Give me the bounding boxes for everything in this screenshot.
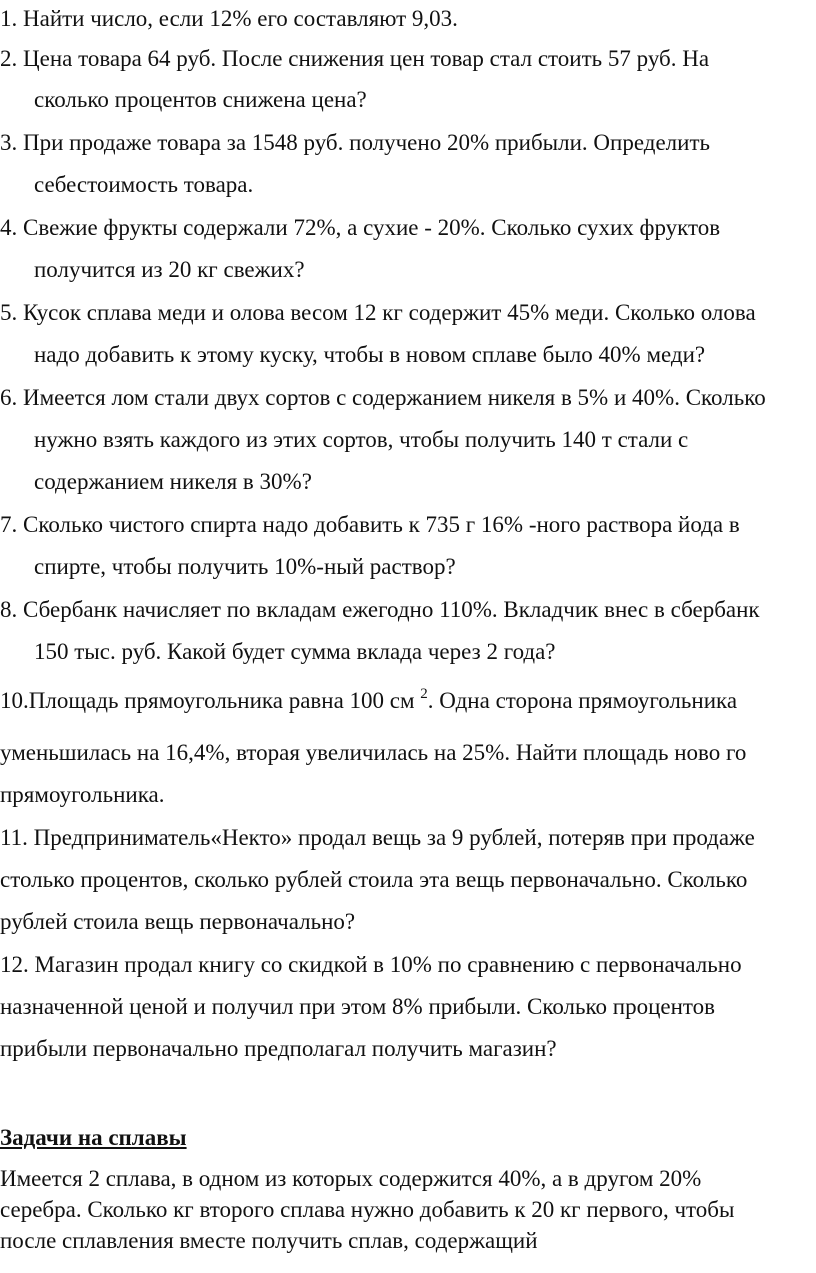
- problem-10-line-3: прямоугольника.: [0, 782, 165, 807]
- problem-4-line-2: получится из 20 кг свежих?: [34, 257, 305, 282]
- problem-2-line-2: сколько процентов снижена цена?: [34, 87, 367, 112]
- problem-6-line-3: содержанием никеля в 30%?: [34, 469, 312, 494]
- section-heading: Задачи на сплавы: [0, 1125, 187, 1150]
- alloy-problem-line-3: после сплавления вместе получить сплав, содержащий: [0, 1228, 538, 1253]
- problem-11-line-1: 11. Предприниматель«Некто» продал вещь за 9 рублей, потеряв при продаже: [0, 825, 755, 850]
- problem-10-text-a: 10.Площадь прямоугольника равна 100 см: [0, 688, 421, 713]
- problem-3-line-1: 3. При продаже товара за 1548 руб. получено 20% прибыли. Определить: [0, 130, 710, 155]
- problem-12-line-3: прибыли первоначально предполагал получить магазин?: [0, 1036, 557, 1061]
- problem-8-line-1: 8. Сбербанк начисляет по вкладам ежегодно 110%. Вкладчик внес в сбербанк: [0, 597, 760, 622]
- problem-10-line-1: [0, 686, 816, 716]
- problem-1-line-1: 1. Найти число, если 12% его составляют 9,03.: [0, 6, 458, 31]
- problem-3-line-2: себестоимость товара.: [34, 172, 254, 197]
- problem-6-line-2: нужно взять каждого из этих сортов, чтобы получить 140 т стали с: [34, 427, 689, 452]
- alloy-problem-line-2: серебра. Сколько кг второго сплава нужно добавить к 20 кг первого, чтобы: [0, 1197, 735, 1222]
- problem-5-line-2: надо добавить к этому куску, чтобы в новом сплаве было 40% меди?: [34, 342, 706, 367]
- problem-7-line-1: 7. Сколько чистого спирта надо добавить к 735 г 16% -ного раствора йода в: [0, 512, 740, 537]
- problem-10-line-2: уменьшилась на 16,4%, вторая увеличилась на 25%. Найти площадь ново го: [0, 740, 747, 765]
- problem-4-line-1: 4. Свежие фрукты содержали 72%, а сухие - 20%. Сколько сухих фруктов: [0, 215, 721, 240]
- problem-6-line-1: 6. Имеется лом стали двух сортов с содержанием никеля в 5% и 40%. Сколько: [0, 385, 766, 410]
- problem-11-line-2: столько процентов, сколько рублей стоила эта вещь первоначально. Сколько: [0, 867, 748, 892]
- problem-10-text-b: . Одна сторона прямоугольника: [427, 688, 738, 713]
- problem-8-line-2: 150 тыс. руб. Какой будет сумма вклада через 2 года?: [34, 639, 556, 664]
- problem-5-line-1: 5. Кусок сплава меди и олова весом 12 кг содержит 45% меди. Сколько олова: [0, 300, 756, 325]
- problem-2-line-1: 2. Цена товара 64 руб. После снижения цен товар стал стоить 57 руб. На: [0, 46, 710, 71]
- problem-12-line-1: 12. Магазин продал книгу со скидкой в 10% по сравнению с первоначально: [0, 952, 742, 977]
- alloy-problem-line-1: Имеется 2 сплава, в одном из которых содержится 40%, а в другом 20%: [0, 1166, 702, 1191]
- problem-11-line-3: рублей стоила вещь первоначально?: [0, 909, 356, 934]
- problem-12-line-2: назначенной ценой и получил при этом 8% прибыли. Сколько процентов: [0, 994, 716, 1019]
- superscript-2: 2: [420, 686, 428, 702]
- problem-7-line-2: спирте, чтобы получить 10%-ный раствор?: [34, 554, 456, 579]
